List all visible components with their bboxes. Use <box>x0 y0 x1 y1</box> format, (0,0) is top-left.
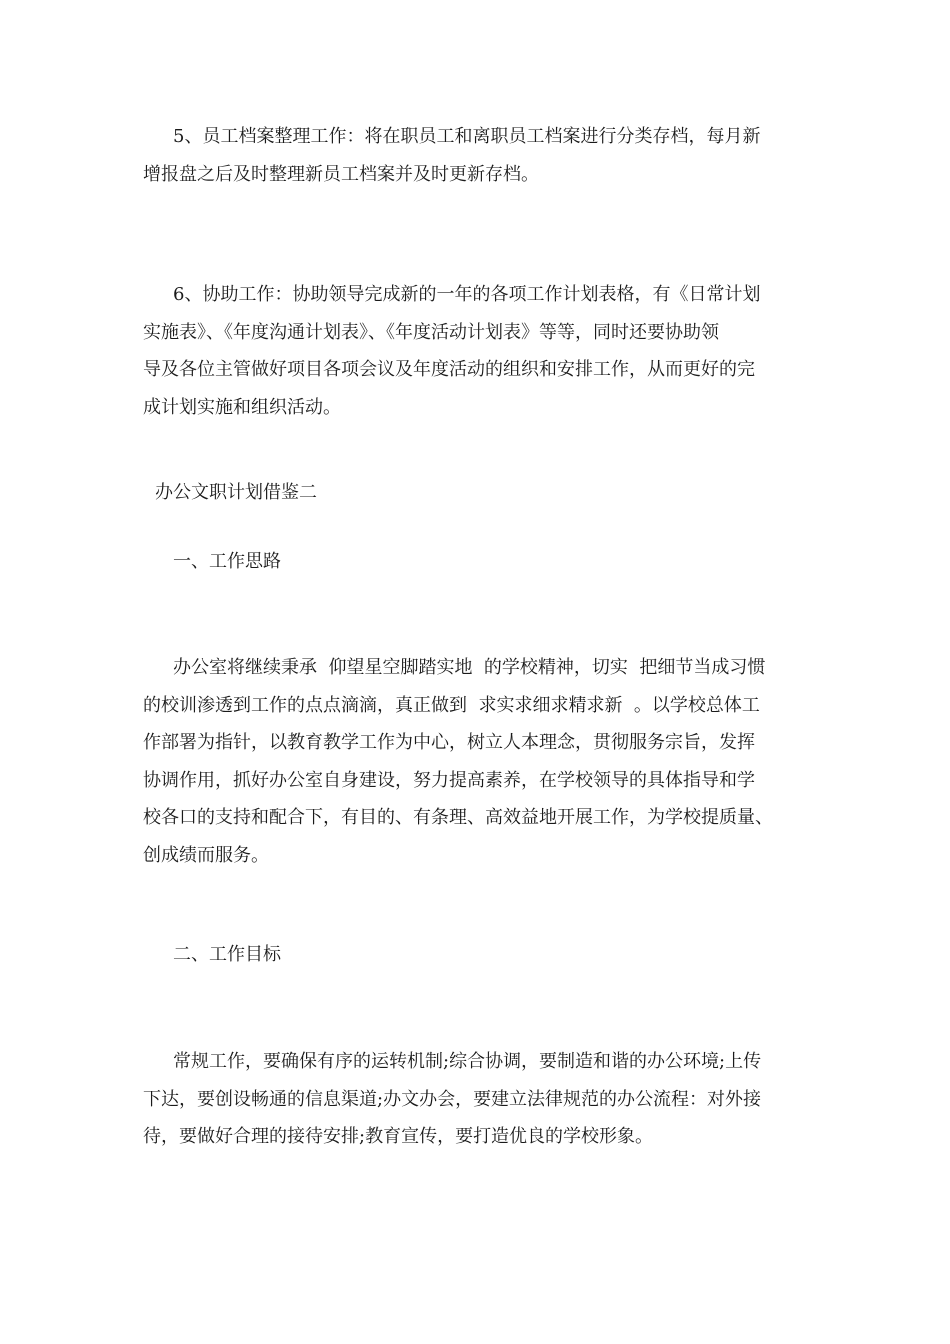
paragraph-item-5 <box>143 118 813 193</box>
text-line: 常规工作，要确保有序的运转机制;综合协调，要制造和谐的办公环境;上传 <box>173 1051 762 1072</box>
paragraph-work-approach <box>143 649 813 874</box>
text-line: 创成绩而服务。 <box>143 844 269 866</box>
text-line: 实施表》、《年度沟通计划表》、《年度活动计划表》等等，同时还要协助领 <box>143 321 719 343</box>
heading-work-goals <box>143 936 813 974</box>
heading-text: 一、工作思路 <box>173 551 281 572</box>
paragraph-item-6 <box>143 276 813 426</box>
text-line: 下达，要创设畅通的信息渠道;办文办会，要建立法律规范的办公流程：对外接 <box>143 1088 762 1110</box>
heading-work-approach <box>143 543 813 581</box>
section-title <box>143 474 813 512</box>
text-line: 协调作用，抓好办公室自身建设，努力提高素养，在学校领导的具体指导和学 <box>143 769 755 791</box>
heading-text: 二、工作目标 <box>173 944 281 965</box>
section-title-text: 办公文职计划借鉴二 <box>155 482 317 503</box>
paragraph-work-goals <box>143 1043 813 1156</box>
text-line: 待，要做好合理的接待安排;教育宣传，要打造优良的学校形象。 <box>143 1126 654 1147</box>
text-line: 办公室将继续秉承 仰望星空脚踏实地 的学校精神，切实 把细节当成习惯 <box>173 657 766 678</box>
text-line: 成计划实施和组织活动。 <box>143 396 341 418</box>
text-line: 5、员工档案整理工作：将在职员工和离职员工档案进行分类存档，每月新 <box>173 126 761 147</box>
text-line: 的校训渗透到工作的点点滴滴，真正做到 求实求细求精求新 。以学校总体工 <box>143 694 760 716</box>
text-line: 校各口的支持和配合下，有目的、有条理、高效益地开展工作，为学校提质量、 <box>143 807 773 828</box>
text-line: 作部署为指针，以教育教学工作为中心，树立人本理念，贯彻服务宗旨，发挥 <box>143 732 755 753</box>
text-line: 导及各位主管做好项目各项会议及年度活动的组织和安排工作，从而更好的完 <box>143 359 755 380</box>
text-line: 6、协助工作：协助领导完成新的一年的各项工作计划表格，有《日常计划 <box>173 284 761 305</box>
text-line: 增报盘之后及时整理新员工档案并及时更新存档。 <box>143 163 539 185</box>
